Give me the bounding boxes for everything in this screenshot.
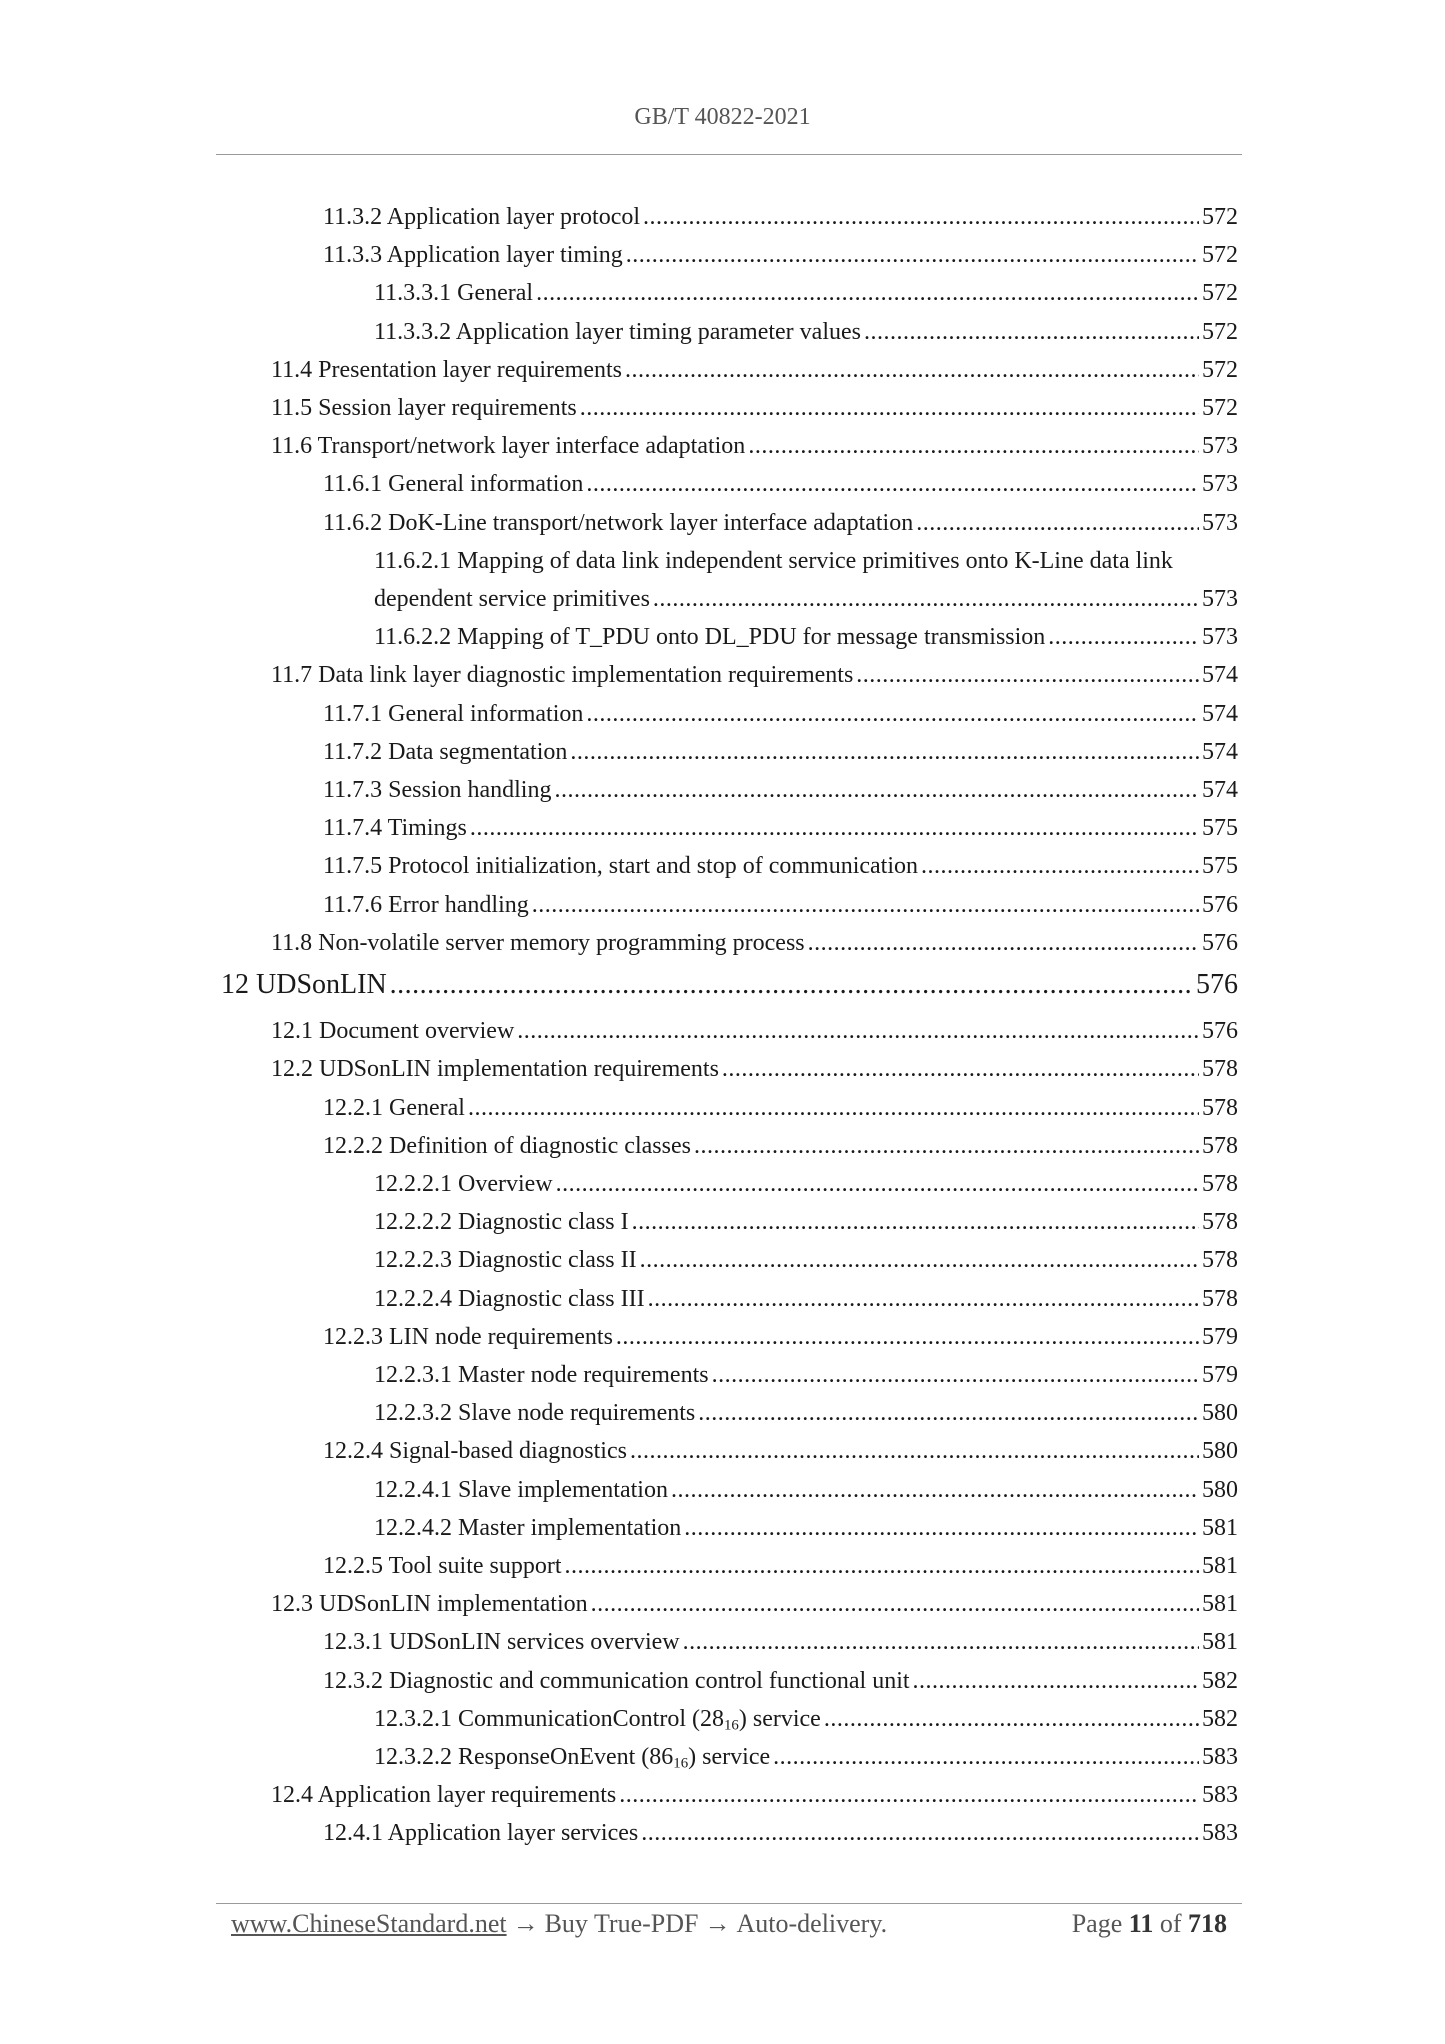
toc-entry-row [374,1700,1238,1738]
toc-entry[interactable] [271,924,1238,962]
toc-entry-row [374,580,1238,618]
toc-entry-row [323,236,1238,274]
toc-entry[interactable] [323,1547,1238,1585]
footer-left [231,1905,887,1943]
toc-leader-dots [864,313,1199,351]
toc-page-number: 578 [1202,1171,1238,1197]
toc-entry[interactable] [271,427,1238,465]
toc-leader-dots [556,1165,1199,1203]
toc-leader-dots [468,1089,1199,1127]
toc-entry-label: 11.6.1 General information [323,471,584,498]
toc-page-number: 579 [1202,1323,1238,1350]
toc-entry-label: 12.3.1 UDSonLIN services overview [323,1629,680,1656]
toc-entry-row [374,1509,1238,1547]
toc-entry-row [374,274,1238,312]
toc-entry-row [271,1050,1238,1088]
toc-leader-dots [630,1432,1199,1470]
toc-entry-label: 11.3.2 Application layer protocol [323,204,641,230]
toc-entry[interactable] [271,389,1238,427]
toc-leader-dots [390,966,1193,1004]
toc-entry-label: 12.3 UDSonLIN implementation [271,1591,588,1618]
toc-page-number: 578 [1202,1209,1238,1236]
footer-divider [216,1903,1242,1904]
toc-entry-row [374,1356,1238,1394]
toc-entry-row [323,1623,1238,1661]
toc-entry-label: 12.2.2.4 Diagnostic class III [374,1285,645,1312]
toc-entry-row [374,1471,1238,1509]
toc-leader-dots [921,847,1199,885]
toc-entry[interactable] [374,1394,1238,1432]
toc-page-number: 573 [1202,585,1238,612]
toc-entry-label: 12.2.4.2 Master implementation [374,1514,682,1541]
toc-page-number: 576 [1196,969,1238,1000]
page-current: 11 [1128,1909,1154,1938]
toc-entry[interactable] [323,886,1238,924]
toc-entry-row [323,771,1238,809]
toc-page-number: 572 [1202,242,1238,269]
toc-entry[interactable] [271,1012,1238,1050]
toc-entry-label [374,1700,821,1738]
toc-entry-label: 12.2.3.2 Slave node requirements [374,1400,696,1427]
toc-leader-dots [653,580,1199,618]
toc-entry[interactable] [374,1241,1238,1279]
toc-entry[interactable] [374,1509,1238,1547]
toc-leader-dots [698,1394,1199,1432]
toc-entry-label: 12.2.3 LIN node requirements [323,1323,613,1350]
toc-entry-label: 12.2.5 Tool suite support [323,1553,562,1579]
toc-leader-dots [632,1203,1199,1241]
toc-leader-dots [694,1127,1199,1165]
toc-entry-label-part: 12.3.2.2 ResponseOnEvent (86 [374,1744,674,1770]
toc-entry-label: 11.6.2.1 Mapping of data link independent service primitives onto K-Line data link [374,547,1173,574]
delivery-text: Auto-delivery. [736,1909,888,1938]
toc-leader-dots [671,1471,1199,1509]
toc-page-number: 583 [1202,1782,1238,1809]
toc-page-number: 583 [1202,1820,1238,1847]
toc-page-number: 578 [1202,1247,1238,1274]
toc-entry-row [374,1394,1238,1432]
toc-leader-dots [913,1662,1199,1700]
toc-entry-row [323,695,1238,733]
toc-entry-row [374,1280,1238,1318]
toc-entry[interactable] [374,313,1238,351]
toc-leader-dots [773,1738,1199,1776]
toc-entry-label: 11.3.3.1 General [374,280,534,307]
toc-entry-label [374,1738,770,1776]
toc-entry-row [271,656,1238,694]
toc-entry-row [271,351,1238,389]
toc-entry-row [271,1776,1238,1814]
toc-leader-dots [536,274,1199,312]
toc-leader-dots [470,809,1199,847]
toc-page-number: 572 [1202,318,1238,345]
toc-entry-label: 11.7.5 Protocol initialization, start and stop of communication [323,853,919,880]
toc-leader-dots [586,465,1199,503]
toc-entry-label-part: ) service [688,1744,771,1770]
toc-entry-label: 11.7.3 Session handling [323,777,552,803]
arrow-right-icon: → [512,1909,539,1938]
toc-entry[interactable] [374,1700,1238,1738]
toc-entry[interactable] [323,1662,1238,1700]
toc-entry-label: 11.4 Presentation layer requirements [271,356,622,383]
toc-entry-row [323,733,1238,771]
toc-page-number: 581 [1202,1629,1238,1656]
toc-entry-label: 12.2.3.1 Master node requirements [374,1362,709,1388]
toc-entry-row [271,1585,1238,1623]
toc-leader-dots [554,771,1199,809]
toc-entry-row [271,1012,1238,1050]
toc-page-number: 572 [1202,356,1238,383]
toc-entry-label: 11.7.4 Timings [323,815,467,842]
toc-page-number: 583 [1202,1744,1238,1770]
toc-entry-row [323,1662,1238,1700]
toc-entry-label: 11.8 Non-volatile server memory programming process [271,929,805,956]
toc-page-number: 576 [1202,891,1238,918]
toc-leader-dots [641,1814,1199,1852]
toc-entry-row [374,618,1238,656]
toc-entry[interactable] [323,1318,1238,1356]
toc-page-number: 581 [1202,1591,1238,1618]
toc-entry[interactable] [374,1280,1238,1318]
toc-leader-dots [856,656,1199,694]
toc-entry-row [221,966,1238,1004]
toc-leader-dots [565,1547,1199,1585]
toc-leader-dots [619,1776,1199,1814]
toc-entry[interactable] [271,1776,1238,1814]
toc-page-number: 580 [1202,1476,1238,1503]
toc-entry-label: 11.3.3 Application layer timing [323,242,623,269]
toc-leader-dots [591,1585,1199,1623]
toc-leader-dots [916,504,1199,542]
hex-subscript: 16 [723,1717,739,1734]
toc-entry[interactable] [323,1623,1238,1661]
toc-entry[interactable] [323,847,1238,885]
toc-entry-label: 12.3.2 Diagnostic and communication control functional unit [323,1667,910,1694]
toc-entry-row [271,389,1238,427]
toc-entry-row [374,313,1238,351]
header-divider [216,154,1242,155]
toc-entry[interactable] [323,465,1238,503]
toc-page-number: 582 [1202,1705,1238,1732]
toc-entry-row [374,1738,1238,1776]
toc-entry-label: 11.7 Data link layer diagnostic implementation requirements [271,662,854,689]
toc-page-number: 573 [1202,509,1238,536]
toc-entry-label: 12.4.1 Application layer services [323,1820,639,1847]
toc-entry-row [323,847,1238,885]
toc-entry[interactable] [374,1165,1238,1203]
toc-entry-label: 12.2.4.1 Slave implementation [374,1476,668,1503]
toc-leader-dots [808,924,1199,962]
toc-entry[interactable] [271,351,1238,389]
toc-entry[interactable] [323,236,1238,274]
toc-page-number: 578 [1202,1056,1238,1083]
toc-entry[interactable] [271,1050,1238,1088]
page-word: Page [1071,1909,1123,1938]
toc-entry-label: dependent service primitives [374,585,650,612]
toc-entry-row [271,427,1238,465]
toc-entry-label: 11.7.6 Error handling [323,891,529,918]
toc-page-number: 572 [1202,280,1238,307]
toc-entry-label: 12.2.1 General [323,1094,465,1121]
toc-page-number: 576 [1202,1018,1238,1045]
toc-entry-label: 11.6.2 DoK-Line transport/network layer interface adaptation [323,509,914,536]
toc-leader-dots [640,1241,1199,1279]
toc-entry-row [323,1432,1238,1470]
toc-entry[interactable] [271,1585,1238,1623]
toc-leader-dots [684,1509,1199,1547]
toc-entry-row [374,1203,1238,1241]
toc-leader-dots [1048,618,1199,656]
toc-page-number: 576 [1202,929,1238,956]
toc-leader-dots [643,198,1199,236]
toc-entry-row [323,1814,1238,1852]
toc-entry-label: 11.7.1 General information [323,700,584,727]
toc-leader-dots [586,695,1199,733]
toc-entry-row [323,1089,1238,1127]
toc-page-number: 574 [1202,662,1238,689]
toc-entry-label-part: ) service [738,1705,821,1732]
website-link[interactable]: www.ChineseStandard.net [231,1909,507,1938]
toc-entry-label: 12.2.2.1 Overview [374,1171,553,1197]
toc-entry[interactable] [374,1356,1238,1394]
toc-leader-dots [748,427,1199,465]
toc-entry-row [323,1318,1238,1356]
toc-entry[interactable] [374,618,1238,656]
toc-entry-label: 12.4 Application layer requirements [271,1782,617,1809]
toc-entry-label: 11.5 Session layer requirements [271,395,577,421]
toc-entry-label: 12.2.2.2 Diagnostic class I [374,1209,629,1236]
toc-entry-row [323,465,1238,503]
toc-page-number: 581 [1202,1514,1238,1541]
toc-entry-label: 11.7.2 Data segmentation [323,738,568,765]
toc-page-number: 580 [1202,1438,1238,1465]
toc-entry-label: 11.6.2.2 Mapping of T_PDU onto DL_PDU for message transmission [374,624,1046,651]
toc-page-number: 578 [1202,1285,1238,1312]
toc-page-number: 581 [1202,1553,1238,1579]
toc-entry-row [374,1241,1238,1279]
toc-leader-dots [648,1280,1199,1318]
toc-entry-label: 12 UDSonLIN [221,969,387,1000]
arrow-right-icon: → [704,1909,731,1938]
document-header: GB/T 40822-2021 [634,104,811,130]
toc-page-number: 574 [1202,777,1238,803]
toc-page-number: 572 [1202,204,1238,230]
document-footer [231,1905,1227,1943]
toc-leader-dots [517,1012,1199,1050]
toc-entry-row [323,198,1238,236]
toc-entry-label: 12.1 Document overview [271,1018,515,1045]
toc-leader-dots [824,1700,1199,1738]
toc-leader-dots [580,389,1199,427]
buy-text: Buy True-PDF [544,1909,699,1938]
toc-page-number: 574 [1202,738,1238,765]
toc-entry[interactable] [323,733,1238,771]
hex-subscript: 16 [673,1755,689,1772]
toc-entry[interactable] [374,542,1238,618]
toc-page-number: 579 [1202,1362,1238,1388]
toc-entry[interactable] [271,656,1238,694]
toc-entry[interactable] [323,1432,1238,1470]
toc-entry-row [323,1547,1238,1585]
toc-page-number: 575 [1202,853,1238,880]
toc-page-number: 574 [1202,700,1238,727]
toc-entry[interactable] [374,274,1238,312]
toc-entry[interactable] [374,1203,1238,1241]
toc-leader-dots [532,886,1199,924]
toc-entry[interactable] [323,504,1238,542]
page-total: 718 [1188,1909,1227,1938]
toc-entry[interactable] [374,1471,1238,1509]
toc-entry[interactable] [323,1089,1238,1127]
toc-leader-dots [626,236,1199,274]
toc-entry-label: 11.6 Transport/network layer interface adaptation [271,433,746,460]
toc-entry-row [323,504,1238,542]
toc-entry-row [323,886,1238,924]
toc-page-number: 580 [1202,1400,1238,1427]
toc-entry[interactable] [323,809,1238,847]
toc-page-number: 578 [1202,1132,1238,1159]
toc-entry[interactable] [323,1814,1238,1852]
toc-entry[interactable] [323,198,1238,236]
toc-entry-label: 12.2.4 Signal-based diagnostics [323,1438,627,1465]
toc-page-number: 573 [1202,433,1238,460]
toc-entry-label: 12.2.2.3 Diagnostic class II [374,1247,637,1274]
toc-entry-row [323,809,1238,847]
toc-page-number: 578 [1202,1094,1238,1121]
toc-leader-dots [616,1318,1199,1356]
toc-page-number: 573 [1202,471,1238,498]
toc-leader-dots [570,733,1199,771]
toc-entry-label-part: 12.3.2.1 CommunicationControl (28 [374,1705,724,1732]
toc-entry-row [374,1165,1238,1203]
toc-entry-label: 11.3.3.2 Application layer timing parameter values [374,318,861,345]
toc-page-number: 573 [1202,624,1238,651]
toc-page-number: 582 [1202,1667,1238,1694]
toc-leader-dots [722,1050,1199,1088]
toc-entry-label: 12.2 UDSonLIN implementation requirements [271,1056,719,1083]
toc-entry-row [323,1127,1238,1165]
toc-entry-row [271,924,1238,962]
of-word: of [1159,1909,1182,1938]
toc-leader-dots [683,1623,1199,1661]
toc-leader-dots [712,1356,1199,1394]
toc-leader-dots [625,351,1199,389]
toc-page-number: 575 [1202,815,1238,842]
toc-page-number: 572 [1202,395,1238,421]
toc-entry[interactable] [323,695,1238,733]
page-indicator [1072,1905,1227,1943]
toc-chapter-entry[interactable] [221,966,1238,1004]
toc-entry[interactable] [323,771,1238,809]
toc-entry-label: 12.2.2 Definition of diagnostic classes [323,1132,691,1159]
toc-entry[interactable] [323,1127,1238,1165]
toc-entry[interactable] [374,1738,1238,1776]
